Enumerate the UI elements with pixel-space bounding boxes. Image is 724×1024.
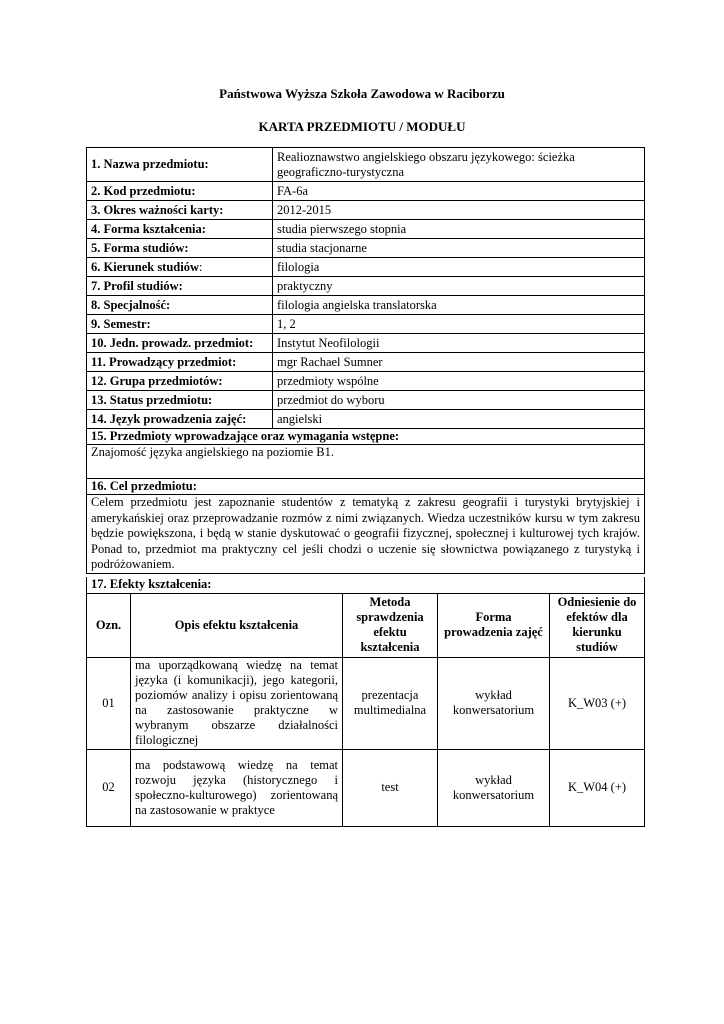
info-label-suffix: :	[199, 259, 203, 274]
outcome-method: prezentacja multimedialna	[343, 657, 438, 749]
info-value: przedmioty wspólne	[273, 372, 645, 391]
outcome-form: wykład konwersatorium	[438, 749, 550, 826]
info-label	[87, 258, 273, 277]
info-label: 9. Semestr:	[87, 315, 273, 334]
col-header-form: Forma prowadzenia zajęć	[438, 593, 550, 657]
info-label: 5. Forma studiów:	[87, 239, 273, 258]
col-header-description: Opis efektu kształcenia	[131, 593, 343, 657]
outcome-description: ma uporządkowaną wiedzę na temat języka (i komunikacji), jego kategorii, poziomów analizy i opisu zorientowaną na zastosowanie praktyczne w wybranym obszarze działalności filologicznej	[131, 657, 343, 749]
info-label: 3. Okres ważności karty:	[87, 201, 273, 220]
info-value: 1, 2	[273, 315, 645, 334]
info-value: FA-6a	[273, 182, 645, 201]
outcome-form: wykład konwersatorium	[438, 657, 550, 749]
info-value: studia stacjonarne	[273, 239, 645, 258]
info-label: 2. Kod przedmiotu:	[87, 182, 273, 201]
info-label: 12. Grupa przedmiotów:	[87, 372, 273, 391]
info-label: 13. Status przedmiotu:	[87, 391, 273, 410]
outcome-reference: K_W03 (+)	[550, 657, 645, 749]
section-15-text: Znajomość języka angielskiego na poziomie B1.	[87, 445, 645, 479]
section-15-heading: 15. Przedmioty wprowadzające oraz wymagania wstępne:	[87, 429, 645, 445]
course-info-table	[86, 147, 645, 574]
info-value: filologia	[273, 258, 645, 277]
col-header-id: Ozn.	[87, 593, 131, 657]
outcome-method: test	[343, 749, 438, 826]
info-label: 11. Prowadzący przedmiot:	[87, 353, 273, 372]
info-value: angielski	[273, 410, 645, 429]
institution-name: Państwowa Wyższa Szkoła Zawodowa w Raciborzu	[219, 86, 505, 101]
section-16-text: Celem przedmiotu jest zapoznanie studentów z tematyką z zakresu geografii i turystyki brytyjskiej i amerykańskiej oraz przeprowadzanie rozmów z nimi związanych. Wiedza uczestników kursu w tym zakresu będzie powiększona, i będą w stanie dyskutować o geografii fizycznej, społecznej i kulturowej tych krajów. Ponad to, przedmiot ma praktyczny cel jeśli chodzi o uczenie się słownictwa powiązanego z turystyką i podróżowaniem.	[87, 495, 645, 574]
card-title: KARTA PRZEDMIOTU / MODUŁU	[258, 119, 466, 134]
learning-outcomes-table	[86, 577, 645, 827]
info-label: 4. Forma kształcenia:	[87, 220, 273, 239]
info-label: 8. Specjalność:	[87, 296, 273, 315]
info-value: mgr Rachael Sumner	[273, 353, 645, 372]
info-label-text: 6. Kierunek studiów	[91, 259, 200, 274]
section-17-heading: 17. Efekty kształcenia:	[87, 577, 645, 593]
section-16-heading: 16. Cel przedmiotu:	[87, 479, 645, 495]
outcome-id: 02	[87, 749, 131, 826]
info-value: praktyczny	[273, 277, 645, 296]
info-label: 14. Język prowadzenia zajęć:	[87, 410, 273, 429]
info-value: Realioznawstwo angielskiego obszaru językowego: ścieżka geograficzno-turystyczna	[273, 148, 645, 182]
info-value: filologia angielska translatorska	[273, 296, 645, 315]
info-value: Instytut Neofilologii	[273, 334, 645, 353]
info-label: 1. Nazwa przedmiotu:	[87, 148, 273, 182]
outcome-description: ma podstawową wiedzę na temat rozwoju języka (historycznego i społeczno-kulturowego) zorientowaną na zastosowanie w praktyce	[131, 749, 343, 826]
info-value: 2012-2015	[273, 201, 645, 220]
info-value: przedmiot do wyboru	[273, 391, 645, 410]
col-header-method: Metoda sprawdzenia efektu kształcenia	[343, 593, 438, 657]
col-header-reference: Odniesienie do efektów dla kierunku studiów	[550, 593, 645, 657]
outcome-id: 01	[87, 657, 131, 749]
info-label: 7. Profil studiów:	[87, 277, 273, 296]
outcome-reference: K_W04 (+)	[550, 749, 645, 826]
info-label: 10. Jedn. prowadz. przedmiot:	[87, 334, 273, 353]
info-value: studia pierwszego stopnia	[273, 220, 645, 239]
